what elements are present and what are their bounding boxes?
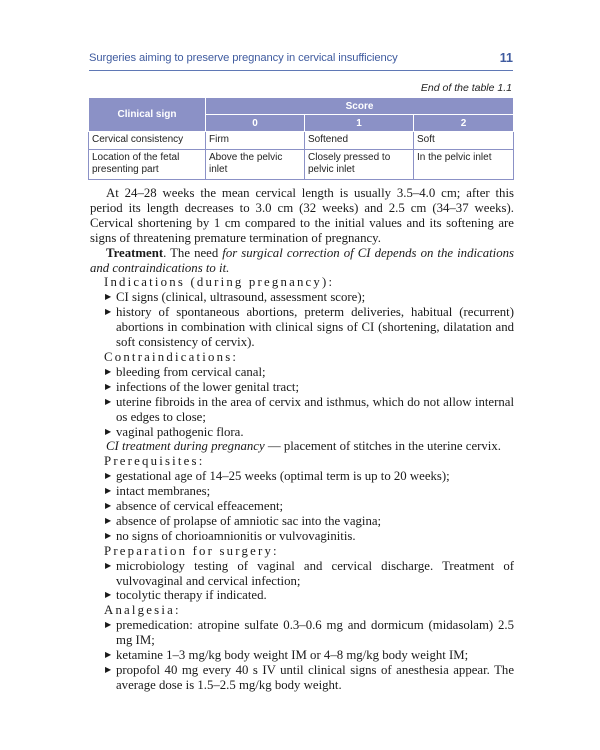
prerequisites-heading: Prerequisites: <box>104 454 205 469</box>
bullet-icon: ▶ <box>105 620 112 630</box>
body-text <box>90 186 514 693</box>
bullet-icon: ▶ <box>105 590 112 600</box>
bullet-icon: ▶ <box>105 381 112 391</box>
bullet-icon: ▶ <box>105 486 112 496</box>
table-row <box>89 132 514 150</box>
list-item: ▶ premedication: atropine sulfate 0.3–0.6 mg and dormicum (midasolam) 2.5 mg IM; <box>105 618 514 648</box>
page-number: 11 <box>499 51 513 65</box>
paragraph-ci-treatment <box>90 439 514 454</box>
paragraph-treatment <box>90 246 514 276</box>
bullet-icon: ▶ <box>105 307 112 317</box>
table-cell: Closely pressed to pelvic inlet <box>305 149 414 179</box>
table-header-score: Score <box>206 98 514 115</box>
table-header-score-1: 1 <box>305 115 414 132</box>
running-header <box>89 52 513 68</box>
list-item: ▶ tocolytic therapy if indicated. <box>105 588 267 603</box>
treatment-text-italic: for surgical correction of CI depends on the indications and contraindications to it. <box>90 245 514 275</box>
list-item: ▶ uterine fibroids in the area of cervix and isthmus, which do not allow internal os edges to close; <box>105 394 514 424</box>
bullet-icon: ▶ <box>105 292 112 302</box>
table-cell: In the pelvic inlet <box>414 149 514 179</box>
bullet-icon: ▶ <box>105 366 112 376</box>
list-item: ▶ bleeding from cervical canal; <box>105 364 266 379</box>
ci-treatment-italic: CI treatment during pregnancy <box>106 439 265 454</box>
list-item: ▶ gestational age of 14–25 weeks (optimal term is up to 20 weeks); <box>105 469 450 484</box>
table-caption: End of the table 1.1 <box>420 82 512 94</box>
bullet-icon: ▶ <box>105 530 112 540</box>
bullet-icon: ▶ <box>105 665 112 674</box>
analgesia-heading: Analgesia: <box>104 603 181 618</box>
bullet-icon: ▶ <box>105 501 112 511</box>
preparation-list <box>90 559 514 604</box>
table-cell: Location of the fetal presenting part <box>89 149 206 179</box>
table-row <box>89 149 514 179</box>
bullet-icon: ▶ <box>105 471 112 481</box>
header-divider <box>89 70 513 71</box>
bullet-icon: ▶ <box>105 396 112 406</box>
bullet-icon: ▶ <box>105 560 112 570</box>
indications-heading: Indications (during pregnancy): <box>104 275 335 290</box>
contraindications-list <box>90 365 514 440</box>
list-item: ▶ ketamine 1–3 mg/kg body weight IM or 4–8 mg/kg body weight IM; <box>105 648 469 663</box>
table-cell: Firm <box>206 132 305 150</box>
prerequisites-list <box>90 469 514 544</box>
preparation-heading: Preparation for surgery: <box>104 543 279 558</box>
clinical-sign-score-table <box>88 97 514 180</box>
list-item: ▶ infections of the lower genital tract; <box>105 379 299 394</box>
bullet-icon: ▶ <box>105 515 112 525</box>
list-item: ▶ absence of prolapse of amniotic sac into the vagina; <box>105 513 382 528</box>
indications-list <box>90 290 514 350</box>
bullet-icon: ▶ <box>105 650 112 660</box>
analgesia-list <box>90 618 514 693</box>
table-cell: Soft <box>414 132 514 150</box>
table-header-score-0: 0 <box>206 115 305 132</box>
list-item: ▶ no signs of chorioamnionitis or vulvovaginitis. <box>105 528 356 543</box>
ci-treatment-text: — placement of stitches in the uterine cervix. <box>264 439 501 454</box>
treatment-label: Treatment <box>106 245 164 260</box>
table-cell: Above the pelvic inlet <box>206 149 305 179</box>
contraindications-heading: Contraindications: <box>104 349 239 364</box>
list-item: ▶ propofol 40 mg every 40 s IV until clinical signs of anesthesia appear. The average dose is 1.5–2.5 mg/kg body weight. <box>105 663 514 692</box>
list-item: ▶ intact membranes; <box>105 484 211 499</box>
table-cell: Softened <box>305 132 414 150</box>
paragraph-cervical-length: At 24–28 weeks the mean cervical length is usually 3.5–4.0 cm; after this period its length decreases to 3.0 cm (32 weeks) and 2.5 cm (34–37 weeks). Cervical shortening by 1 cm compared to the initial values and its softening are signs of threatening premature termination of pregnancy. <box>90 186 514 245</box>
table-header-score-2: 2 <box>414 115 514 132</box>
list-item: ▶ microbiology testing of vaginal and cervical discharge. Treatment of vulvovaginal and cervical infection; <box>105 558 514 588</box>
bullet-icon: ▶ <box>105 426 112 436</box>
table-cell: Cervical consistency <box>89 132 206 150</box>
list-item: ▶ CI signs (clinical, ultrasound, assessment score); <box>105 290 366 305</box>
list-item: ▶ history of spontaneous abortions, preterm deliveries, habitual (recurrent) abortions in combination with clinical signs of CI (shortening, dilatation and soft consistency of cervix). <box>105 305 514 350</box>
running-header-title: Surgeries aiming to preserve pregnancy in cervical insufficiency <box>89 52 398 64</box>
treatment-text: . The need <box>163 245 223 260</box>
table-header-clinical-sign: Clinical sign <box>89 98 206 132</box>
list-item: ▶ absence of cervical effeacement; <box>105 499 284 514</box>
list-item: ▶ vaginal pathogenic flora. <box>105 424 244 439</box>
